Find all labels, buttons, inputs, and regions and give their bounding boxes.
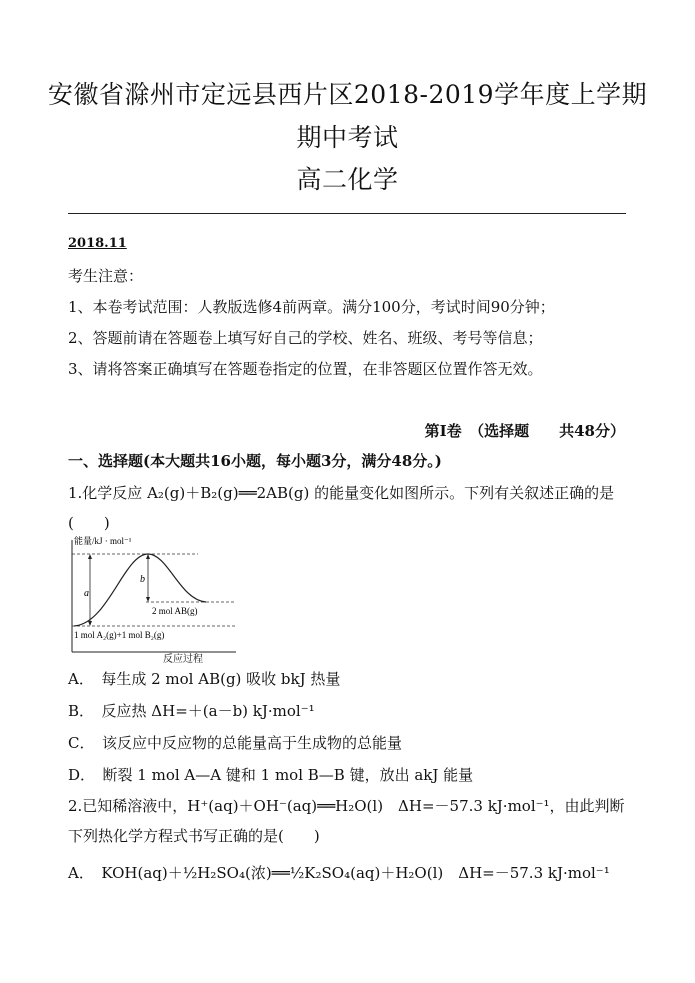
part-title: 一、选择题(本大题共16小题，每小题3分，满分48分。): [68, 452, 442, 470]
q1-stem: 1.化学反应 A₂(g)＋B₂(g)══2AB(g) 的能量变化如图所示。下列有关叙述正确的是: [68, 484, 615, 502]
q2-option-a: A． KOH(aq)＋½H₂SO₄(浓)══½K₂SO₄(aq)＋H₂O(l) ΔH=－57.3 kJ·mol⁻¹: [68, 864, 610, 882]
notice-item-3: 3、请将答案正确填写在答题卷指定的位置，在非答题区位置作答无效。: [68, 360, 543, 378]
section-header: 第I卷 （选择题 共48分）: [424, 422, 625, 440]
energy-diagram: [68, 534, 240, 658]
y-axis-label: 能量/kJ · mol⁻¹: [74, 536, 132, 546]
document-subject-title: 高二化学: [296, 165, 399, 194]
arrow-a-up-head: [88, 554, 92, 559]
arrow-b-up-head: [146, 554, 150, 559]
label-b: b: [140, 574, 145, 585]
arrow-a-down-head: [88, 621, 92, 626]
label-a: a: [84, 588, 89, 599]
x-axis-label: 反应过程: [163, 654, 203, 665]
arrow-b-down-head: [146, 597, 150, 602]
title-divider: [68, 213, 626, 214]
exam-date: 2018.11: [68, 236, 127, 251]
q2-stem-line1: 2.已知稀溶液中，H⁺(aq)＋OH⁻(aq)══H₂O(l) ΔH=－57.3 kJ·mol⁻¹，由此判断: [68, 797, 625, 815]
q1-option-c: C． 该反应中反应物的总能量高于生成物的总能量: [68, 734, 402, 752]
notice-item-2: 2、答题前请在答题卷上填写好自己的学校、姓名、班级、考号等信息；: [68, 329, 543, 347]
product-label: 2 mol AB(g): [152, 606, 198, 616]
q1-answer-paren: ( ): [68, 514, 110, 532]
q2-stem-line2: 下列热化学方程式书写正确的是( ): [68, 827, 320, 845]
reactant-label: 1 mol A₂(g)+1 mol B₂(g): [74, 630, 165, 640]
document-title-line2: 期中考试: [296, 123, 399, 152]
notice-heading: 考生注意：: [68, 267, 144, 285]
q1-option-d: D． 断裂 1 mol A—A 键和 1 mol B—B 键，放出 akJ 能量: [68, 766, 474, 784]
q1-option-b: B． 反应热 ΔH=＋(a－b) kJ·mol⁻¹: [68, 702, 315, 720]
document-title-line1: 安徽省滁州市定远县西片区2018-2019学年度上学期: [47, 80, 648, 109]
notice-item-1: 1、本卷考试范围：人教版选修4前两章。满分100分，考试时间90分钟；: [68, 298, 555, 316]
q1-option-a: A． 每生成 2 mol AB(g) 吸收 bkJ 热量: [68, 670, 341, 688]
